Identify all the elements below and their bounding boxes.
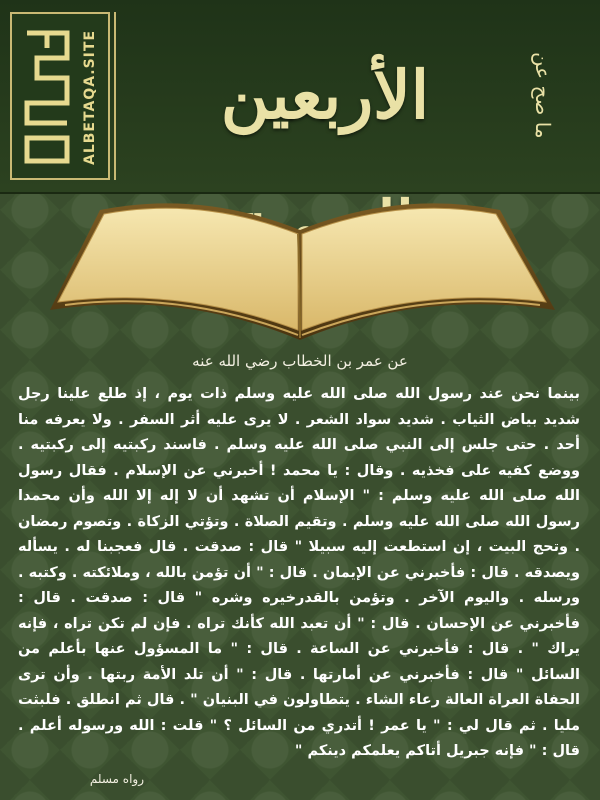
page-subtitle: ما صح عن: [531, 51, 555, 139]
site-logo[interactable]: [10, 12, 110, 180]
book-icon: [40, 190, 560, 350]
hadith-source: رواه مسلم: [89, 772, 144, 786]
page-title: الأربعين: [220, 56, 430, 134]
logo-kufic-icon: [22, 28, 72, 166]
hadith-panel: [10, 352, 590, 792]
hadith-paragraph: بينما نحن عند رسول الله صلى الله عليه وسلم ذات يوم ، إذ طلع علينا رجل شديد بياض الثياب . شديد سواد الشعر . لا يرى عليه أثر السفر . ولا يعرفه منا أحد . حتى جلس إلى النبي صلى الله عليه وسلم . فاسند ركبتيه إلى ركبتيه . ووضع كفيه على فخذيه . وقال : يا محمد ! أخبرني عن الإسلام . فقال رسول الله صلى الله عليه وسلم : " الإسلام أن تشهد أن لا إله إلا الله وأن محمدا رسول الله صلى الله عليه وسلم . وتقيم الصلاة . وتؤتي الزكاة . وتصوم رمضان . وتحج البيت ، إن استطعت إليه سبيلا " قال : صدقت . قال فعجبنا له . يسأله ويصدقه . قال : فأخبرني عن الإيمان . قال : " أن تؤمن بالله ، وملائكته . وكتبه . ورسله . واليوم الآخر . وتؤمن بالقدرخيره وشره " قال : صدقت . قال : فأخبرني عن الإحسان . قال : " أن تعبد الله كأنك تراه . فإن لم تكن تراه ، فإنه يراك " . قال : فأخبرني عن الساعة . قال : " ما المسؤول عنها بأعلم من السائل " قال : فأخبرني عن أمارتها . قال : " أن تلد الأمة ربتها . وأن ترى الحفاة العراة العالة رعاء الشاء . يتطاولون في البنيان " . قال ثم انطلق . فلبثت مليا . ثم قال لي : " يا عمر ! أتدري من السائل ؟ " قلت : الله ورسوله أعلم . قال : " فإنه جبريل أتاكم يعلمكم دينكم ": [18, 386, 580, 759]
header: [0, 0, 600, 194]
hadith-text: [18, 382, 580, 782]
open-book-illustration: [40, 190, 560, 350]
header-divider: [114, 12, 116, 180]
narrator-line: عن عمر بن الخطاب رضي الله عنه: [192, 352, 408, 370]
site-name: ALBETAQA.SITE: [82, 29, 98, 165]
